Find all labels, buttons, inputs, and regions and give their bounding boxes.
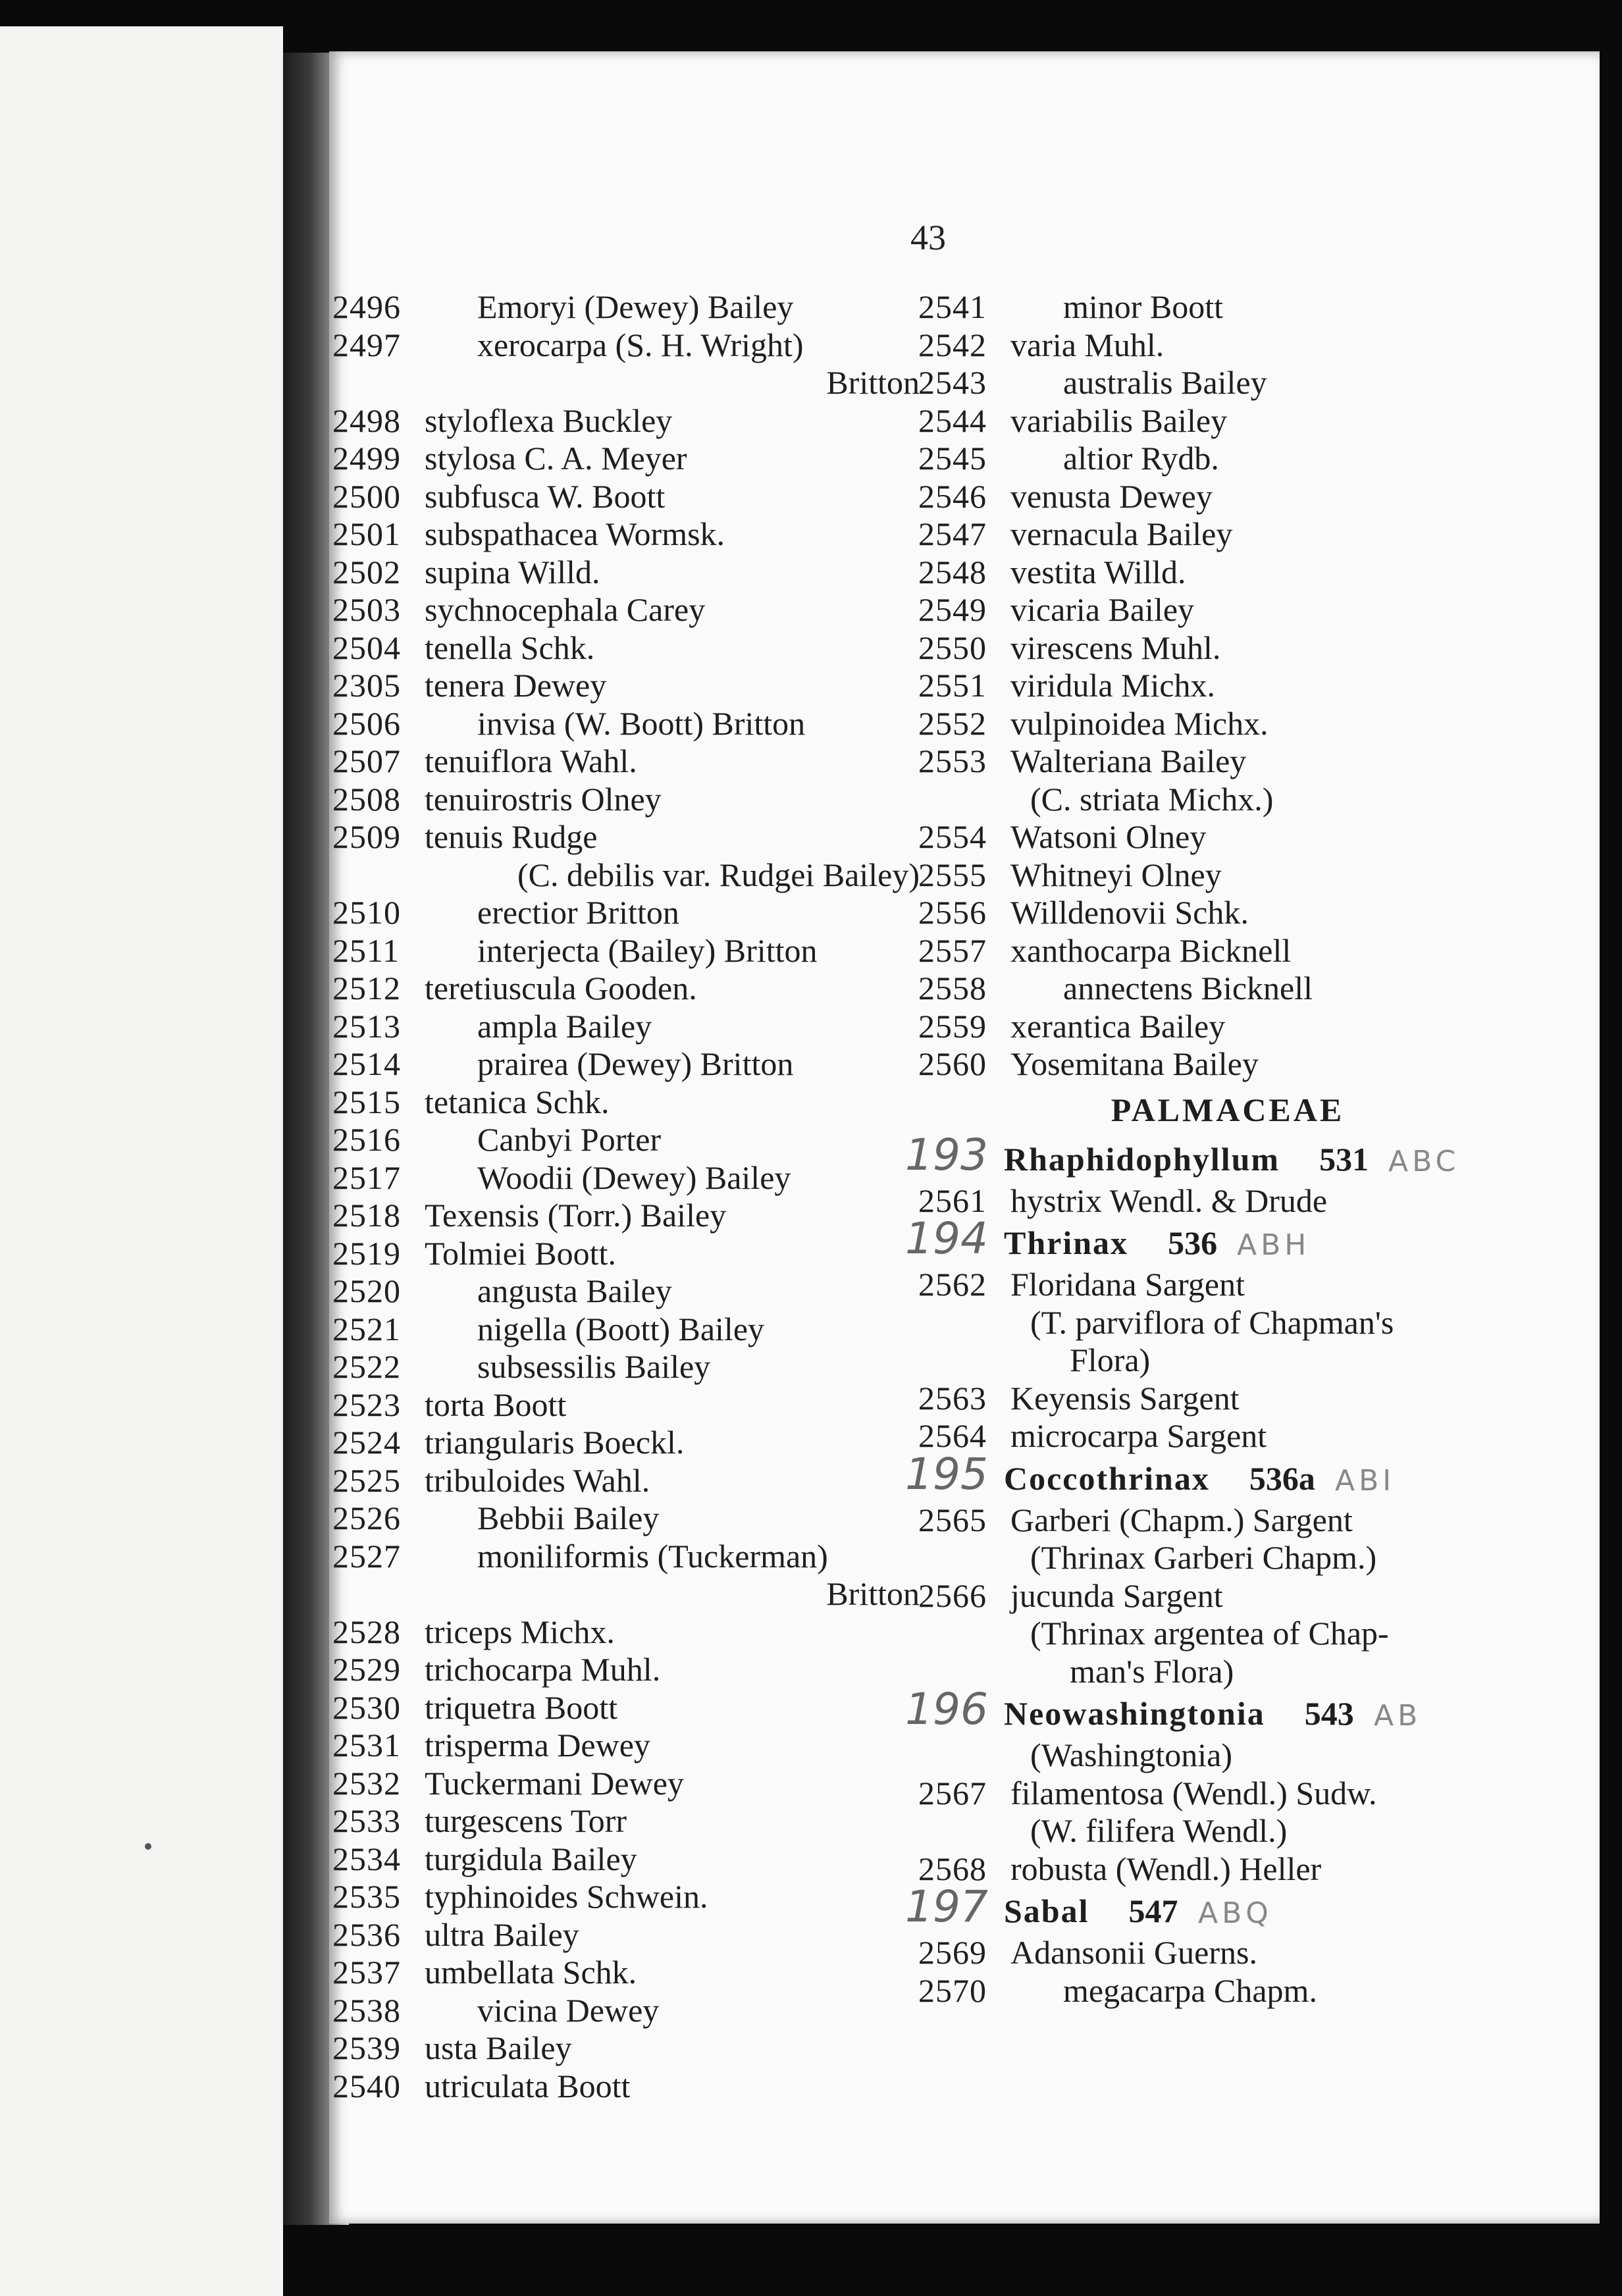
species-entry	[918, 743, 1537, 781]
species-entry	[332, 1689, 925, 1727]
genus-heading	[905, 1684, 1537, 1736]
entry-name: prairea (Dewey) Britton	[477, 1045, 794, 1082]
entry-name: man's Flora)	[1070, 1652, 1234, 1690]
species-entry	[918, 1972, 1537, 2010]
species-entry	[918, 781, 1537, 819]
genus-name: Sabal	[1004, 1892, 1089, 1929]
entry-name: tetanica Schk.	[425, 1083, 610, 1120]
entry-number: 2507	[332, 743, 401, 779]
entry-name: stylosa C. A. Meyer	[425, 440, 687, 477]
species-entry	[332, 1045, 925, 1083]
species-entry	[332, 1348, 925, 1386]
species-entry	[332, 288, 925, 326]
entry-number: 2549	[918, 591, 987, 628]
entry-name: vicaria Bailey	[1010, 591, 1195, 628]
entry-name: umbellata Schk.	[425, 1954, 637, 1991]
entry-number: 2567	[918, 1774, 987, 1812]
entry-name: Watsoni Olney	[1010, 818, 1207, 855]
species-entry	[332, 2068, 925, 2106]
entry-number: 2502	[332, 553, 401, 590]
entry-number: 2527	[332, 1537, 401, 1575]
species-entry	[918, 440, 1537, 478]
entry-number: 2555	[918, 856, 987, 893]
species-entry	[918, 1182, 1537, 1220]
entry-name: viridula Michx.	[1010, 667, 1216, 704]
entry-number: 2519	[332, 1234, 401, 1272]
entry-number: 2554	[918, 818, 987, 855]
entry-number: 2500	[332, 477, 401, 515]
entry-name: sychnocephala Carey	[425, 591, 706, 628]
entry-name: australis Bailey	[1063, 364, 1267, 401]
entry-name: Bebbii Bailey	[477, 1500, 660, 1536]
species-entry	[332, 1765, 925, 1803]
genus-number: 531	[1319, 1140, 1369, 1178]
entry-name: Whitneyi Olney	[1010, 856, 1222, 893]
entry-number: 2540	[332, 2067, 401, 2104]
entry-name: xerantica Bailey	[1010, 1007, 1226, 1045]
entry-name: (Washingtonia)	[1030, 1736, 1233, 1773]
species-entry	[918, 894, 1537, 932]
entry-number: 2522	[332, 1348, 401, 1385]
genus-name: Rhaphidophyllum	[1004, 1140, 1280, 1178]
handwritten-genus-number: 195	[905, 1448, 988, 1500]
entry-name: Willdenovii Schk.	[1010, 894, 1249, 931]
entry-name: megacarpa Chapm.	[1063, 1971, 1317, 2009]
handwritten-region-code: ABC	[1388, 1144, 1460, 1178]
species-entry	[332, 1121, 925, 1159]
entry-number: 2513	[332, 1007, 401, 1045]
entry-name: xerocarpa (S. H. Wright)	[477, 326, 804, 363]
genus-number: 547	[1128, 1892, 1178, 1929]
handwritten-region-code: ABH	[1237, 1228, 1311, 1262]
species-entry	[918, 402, 1537, 440]
species-entry	[332, 894, 925, 932]
entry-number: 2546	[918, 477, 987, 515]
entry-number: 2496	[332, 288, 401, 325]
entry-number: 2560	[918, 1045, 987, 1082]
entry-number: 2525	[332, 1461, 401, 1499]
species-entry	[918, 1615, 1537, 1653]
species-entry	[332, 970, 925, 1008]
entry-number: 2543	[918, 364, 987, 401]
entry-number: 2563	[918, 1379, 987, 1417]
species-entry	[918, 1266, 1537, 1304]
entry-number: 2520	[332, 1272, 401, 1309]
entry-number: 2524	[332, 1424, 401, 1461]
species-entry	[918, 364, 1537, 402]
species-entry	[332, 326, 925, 365]
entry-name: turgidula Bailey	[425, 1840, 637, 1877]
entry-number: 2533	[332, 1802, 401, 1839]
species-entry	[332, 1954, 925, 1992]
entry-name: Tuckermani Dewey	[425, 1764, 684, 1802]
entry-number: 2566	[918, 1577, 987, 1614]
species-entry	[332, 1424, 925, 1462]
entry-number: 2510	[332, 894, 401, 931]
genus-name: Coccothrinax	[1004, 1459, 1210, 1497]
entry-name: (Thrinax Garberi Chapm.)	[1030, 1539, 1377, 1576]
entry-number: 2305	[332, 667, 401, 704]
genus-number: 543	[1304, 1695, 1354, 1732]
entry-name: venusta Dewey	[1010, 477, 1213, 515]
entry-number: 2509	[332, 818, 401, 855]
entry-number: 2516	[332, 1121, 401, 1158]
entry-number: 2541	[918, 288, 987, 325]
species-entry	[332, 1613, 925, 1652]
species-entry	[332, 364, 925, 402]
handwritten-genus-number: 196	[905, 1684, 988, 1735]
species-entry	[332, 2029, 925, 2068]
entry-number: 2528	[332, 1613, 401, 1650]
family-heading: PALMACEAE	[1111, 1091, 1345, 1128]
entry-name: angusta Bailey	[477, 1272, 672, 1309]
entry-number: 2497	[332, 326, 401, 363]
entry-name: minor Boott	[1063, 288, 1224, 325]
entry-name: subspathacea Wormsk.	[425, 515, 725, 552]
species-entry	[918, 515, 1537, 554]
entry-number: 2537	[332, 1954, 401, 1991]
entry-number: 2544	[918, 402, 987, 439]
entry-name: robusta (Wendl.) Heller	[1010, 1850, 1322, 1887]
genus-number: 536a	[1249, 1459, 1315, 1497]
entry-number: 2536	[332, 1916, 401, 1953]
species-entry	[332, 743, 925, 781]
entry-number: 2551	[918, 667, 987, 704]
entry-name: tenella Schk.	[425, 629, 595, 666]
entry-number: 2498	[332, 402, 401, 439]
handwritten-region-code: ABI	[1335, 1463, 1396, 1498]
species-entry	[332, 1311, 925, 1349]
entry-name: subfusca W. Boott	[425, 477, 666, 515]
entry-number: 2534	[332, 1840, 401, 1877]
entry-number: 2517	[332, 1159, 401, 1196]
entry-name: vernacula Bailey	[1010, 515, 1233, 552]
species-entry	[332, 591, 925, 629]
entry-name: styloflexa Buckley	[425, 402, 673, 439]
entry-number: 2529	[332, 1651, 401, 1688]
entry-number: 2553	[918, 743, 987, 779]
entry-number: 2504	[332, 629, 401, 666]
entry-name: vulpinoidea Michx.	[1010, 704, 1269, 742]
left-facing-page	[0, 26, 283, 2296]
entry-name: Canbyi Porter	[477, 1121, 662, 1158]
species-entry	[332, 402, 925, 440]
species-entry	[918, 705, 1537, 743]
entry-name: Garberi (Chapm.) Sargent	[1010, 1501, 1353, 1538]
entry-name: torta Boott	[425, 1386, 567, 1423]
species-entry	[332, 1802, 925, 1840]
entry-number: 2530	[332, 1688, 401, 1726]
entry-name: Floridana Sargent	[1010, 1266, 1245, 1303]
entry-number: 2569	[918, 1934, 987, 1971]
entry-number: 2532	[332, 1764, 401, 1802]
entry-name: tenuis Rudge	[425, 818, 598, 855]
entry-number: 2508	[332, 780, 401, 818]
species-entry	[918, 1850, 1537, 1889]
entry-number: 2564	[918, 1417, 987, 1454]
species-entry	[332, 667, 925, 705]
species-entry	[918, 1775, 1537, 1813]
entry-number: 2501	[332, 515, 401, 552]
left-column	[332, 288, 925, 2105]
handwritten-genus-number: 193	[905, 1129, 988, 1180]
entry-continuation: Britton	[826, 1575, 920, 1612]
entry-number: 2559	[918, 1007, 987, 1045]
genus-heading	[905, 1881, 1537, 1934]
species-entry	[332, 1159, 925, 1197]
genus-name: Neowashingtonia	[1004, 1695, 1265, 1732]
entry-number: 2556	[918, 894, 987, 931]
entry-number: 2521	[332, 1310, 401, 1347]
species-entry	[332, 1538, 925, 1576]
entry-name: triangularis Boeckl.	[425, 1424, 685, 1461]
species-entry	[332, 1008, 925, 1046]
species-entry	[332, 478, 925, 516]
genus-heading	[905, 1213, 1537, 1266]
species-entry	[918, 1736, 1537, 1775]
entry-name: triceps Michx.	[425, 1613, 615, 1650]
species-entry	[332, 1727, 925, 1765]
entry-number: 2535	[332, 1878, 401, 1915]
entry-number: 2561	[918, 1182, 987, 1219]
entry-name: jucunda Sargent	[1010, 1577, 1223, 1614]
species-entry	[332, 515, 925, 554]
species-entry	[332, 856, 925, 895]
entry-number: 2539	[332, 2029, 401, 2066]
species-entry	[918, 667, 1537, 705]
entry-name: triquetra Boott	[425, 1688, 617, 1726]
entry-name: Woodii (Dewey) Bailey	[477, 1159, 791, 1196]
handwritten-region-code: AB	[1374, 1699, 1422, 1733]
entry-name: trichocarpa Muhl.	[425, 1651, 661, 1688]
species-entry	[918, 478, 1537, 516]
species-entry	[332, 1235, 925, 1273]
species-entry	[918, 1417, 1537, 1455]
entry-number: 2515	[332, 1083, 401, 1120]
species-entry	[332, 1916, 925, 1954]
handwritten-genus-number: 197	[905, 1881, 988, 1932]
species-entry	[332, 1272, 925, 1311]
entry-number: 2512	[332, 970, 401, 1006]
handwritten-genus-number: 194	[905, 1213, 988, 1264]
entry-number: 2511	[332, 931, 400, 969]
entry-name: Tolmiei Boott.	[425, 1234, 616, 1272]
species-entry	[918, 1934, 1537, 1972]
entry-number: 2557	[918, 931, 987, 969]
species-entry	[918, 554, 1537, 592]
entry-name: erectior Britton	[477, 894, 679, 931]
entry-name: hystrix Wendl. & Drude	[1010, 1182, 1328, 1219]
species-entry	[918, 288, 1537, 326]
entry-number: 2518	[332, 1197, 401, 1234]
entry-name: usta Bailey	[425, 2029, 572, 2066]
species-entry	[918, 970, 1537, 1008]
entry-name: tenuirostris Olney	[425, 780, 662, 818]
entry-number: 2568	[918, 1850, 987, 1887]
species-entry	[332, 1197, 925, 1235]
species-entry	[918, 1008, 1537, 1046]
species-entry	[332, 1992, 925, 2030]
genus-name: Thrinax	[1004, 1224, 1129, 1261]
entry-name: Texensis (Torr.) Bailey	[425, 1197, 727, 1234]
entry-name: Flora)	[1070, 1342, 1151, 1378]
entry-name: (C. striata Michx.)	[1030, 780, 1274, 818]
entry-name: Walteriana Bailey	[1010, 743, 1247, 779]
entry-name: microcarpa Sargent	[1010, 1417, 1267, 1454]
species-entry	[332, 554, 925, 592]
species-entry	[918, 856, 1537, 895]
entry-name: (W. filifera Wendl.)	[1030, 1812, 1288, 1849]
genus-number: 536	[1168, 1224, 1218, 1261]
entry-name: variabilis Bailey	[1010, 402, 1228, 439]
species-entry	[332, 1462, 925, 1500]
entry-name: nigella (Boott) Bailey	[477, 1310, 765, 1347]
entry-name: xanthocarpa Bicknell	[1010, 931, 1292, 969]
species-entry	[918, 1653, 1537, 1691]
entry-name: trisperma Dewey	[425, 1727, 650, 1763]
entry-number: 2514	[332, 1045, 401, 1082]
entry-name: altior Rydb.	[1063, 440, 1219, 477]
entry-name: tribuloides Wahl.	[425, 1461, 650, 1499]
species-entry	[918, 326, 1537, 365]
species-entry	[332, 1083, 925, 1122]
entry-number: 2547	[918, 515, 987, 552]
entry-number: 2531	[332, 1727, 401, 1763]
entry-name: Emoryi (Dewey) Bailey	[477, 288, 794, 325]
entry-number: 2542	[918, 326, 987, 363]
entry-name: Adansonii Guerns.	[1010, 1934, 1257, 1971]
entry-name: tenera Dewey	[425, 667, 607, 704]
entry-number: 2548	[918, 553, 987, 590]
entry-number: 2499	[332, 440, 401, 477]
entry-name: moniliformis (Tuckerman)	[477, 1537, 828, 1575]
entry-continuation: (C. debilis var. Rudgei Bailey)	[517, 856, 920, 893]
entry-name: interjecta (Bailey) Britton	[477, 931, 818, 969]
species-entry	[332, 1651, 925, 1689]
entry-number: 2506	[332, 704, 401, 742]
species-entry	[918, 629, 1537, 667]
entry-name: varia Muhl.	[1010, 326, 1164, 363]
entry-name: typhinoides Schwein.	[425, 1878, 708, 1915]
entry-number: 2550	[918, 629, 987, 666]
entry-number: 2526	[332, 1500, 401, 1536]
entry-number: 2558	[918, 970, 987, 1006]
species-entry	[918, 1380, 1537, 1418]
entry-name: annectens Bicknell	[1063, 970, 1313, 1006]
species-entry	[918, 932, 1537, 970]
species-entry	[332, 781, 925, 819]
entry-number: 2562	[918, 1266, 987, 1303]
page-speck	[145, 1843, 151, 1850]
entry-name: ultra Bailey	[425, 1916, 579, 1953]
species-entry	[332, 705, 925, 743]
entry-number: 2570	[918, 1971, 987, 2009]
species-entry	[332, 629, 925, 667]
page-number: 43	[910, 218, 946, 257]
entry-name: vestita Willd.	[1010, 553, 1186, 590]
entry-name: Keyensis Sargent	[1010, 1379, 1240, 1417]
species-entry	[918, 1577, 1537, 1615]
handwritten-region-code: ABQ	[1198, 1896, 1272, 1930]
entry-name: turgescens Torr	[425, 1802, 627, 1839]
entry-number: 2565	[918, 1501, 987, 1538]
species-entry	[918, 591, 1537, 629]
entry-number: 2538	[332, 1991, 401, 2029]
species-entry	[918, 1539, 1537, 1577]
species-entry	[918, 1304, 1537, 1342]
species-entry	[918, 1045, 1537, 1083]
entry-number: 2523	[332, 1386, 401, 1423]
species-entry	[332, 1878, 925, 1916]
entry-name: filamentosa (Wendl.) Sudw.	[1010, 1774, 1377, 1812]
entry-name: teretiuscula Gooden.	[425, 970, 697, 1006]
entry-name: (Thrinax argentea of Chap-	[1030, 1615, 1389, 1652]
species-entry	[918, 1812, 1537, 1850]
entry-name: ampla Bailey	[477, 1007, 652, 1045]
entry-name: (T. parviflora of Chapman's	[1030, 1303, 1394, 1341]
entry-number: 2503	[332, 591, 401, 628]
genus-heading	[905, 1448, 1537, 1501]
species-entry	[918, 1342, 1537, 1380]
species-entry	[332, 440, 925, 478]
right-column	[905, 288, 1537, 2010]
entry-number: 2552	[918, 704, 987, 742]
species-entry	[332, 1500, 925, 1538]
species-entry	[332, 932, 925, 970]
species-entry	[918, 818, 1537, 856]
genus-heading	[905, 1129, 1537, 1182]
species-entry	[332, 1575, 925, 1613]
entry-number: 2545	[918, 440, 987, 477]
entry-name: subsessilis Bailey	[477, 1348, 711, 1385]
entry-name: virescens Muhl.	[1010, 629, 1221, 666]
entry-name: invisa (W. Boott) Britton	[477, 704, 806, 742]
entry-name: utriculata Boott	[425, 2067, 631, 2104]
species-entry	[332, 818, 925, 856]
entry-name: supina Willd.	[425, 553, 600, 590]
entry-name: Yosemitana Bailey	[1010, 1045, 1259, 1082]
species-entry	[918, 1501, 1537, 1540]
entry-continuation: Britton	[826, 364, 920, 401]
entry-name: vicina Dewey	[477, 1991, 660, 2029]
entry-name: tenuiflora Wahl.	[425, 743, 637, 779]
species-entry	[332, 1840, 925, 1879]
species-entry	[332, 1386, 925, 1424]
